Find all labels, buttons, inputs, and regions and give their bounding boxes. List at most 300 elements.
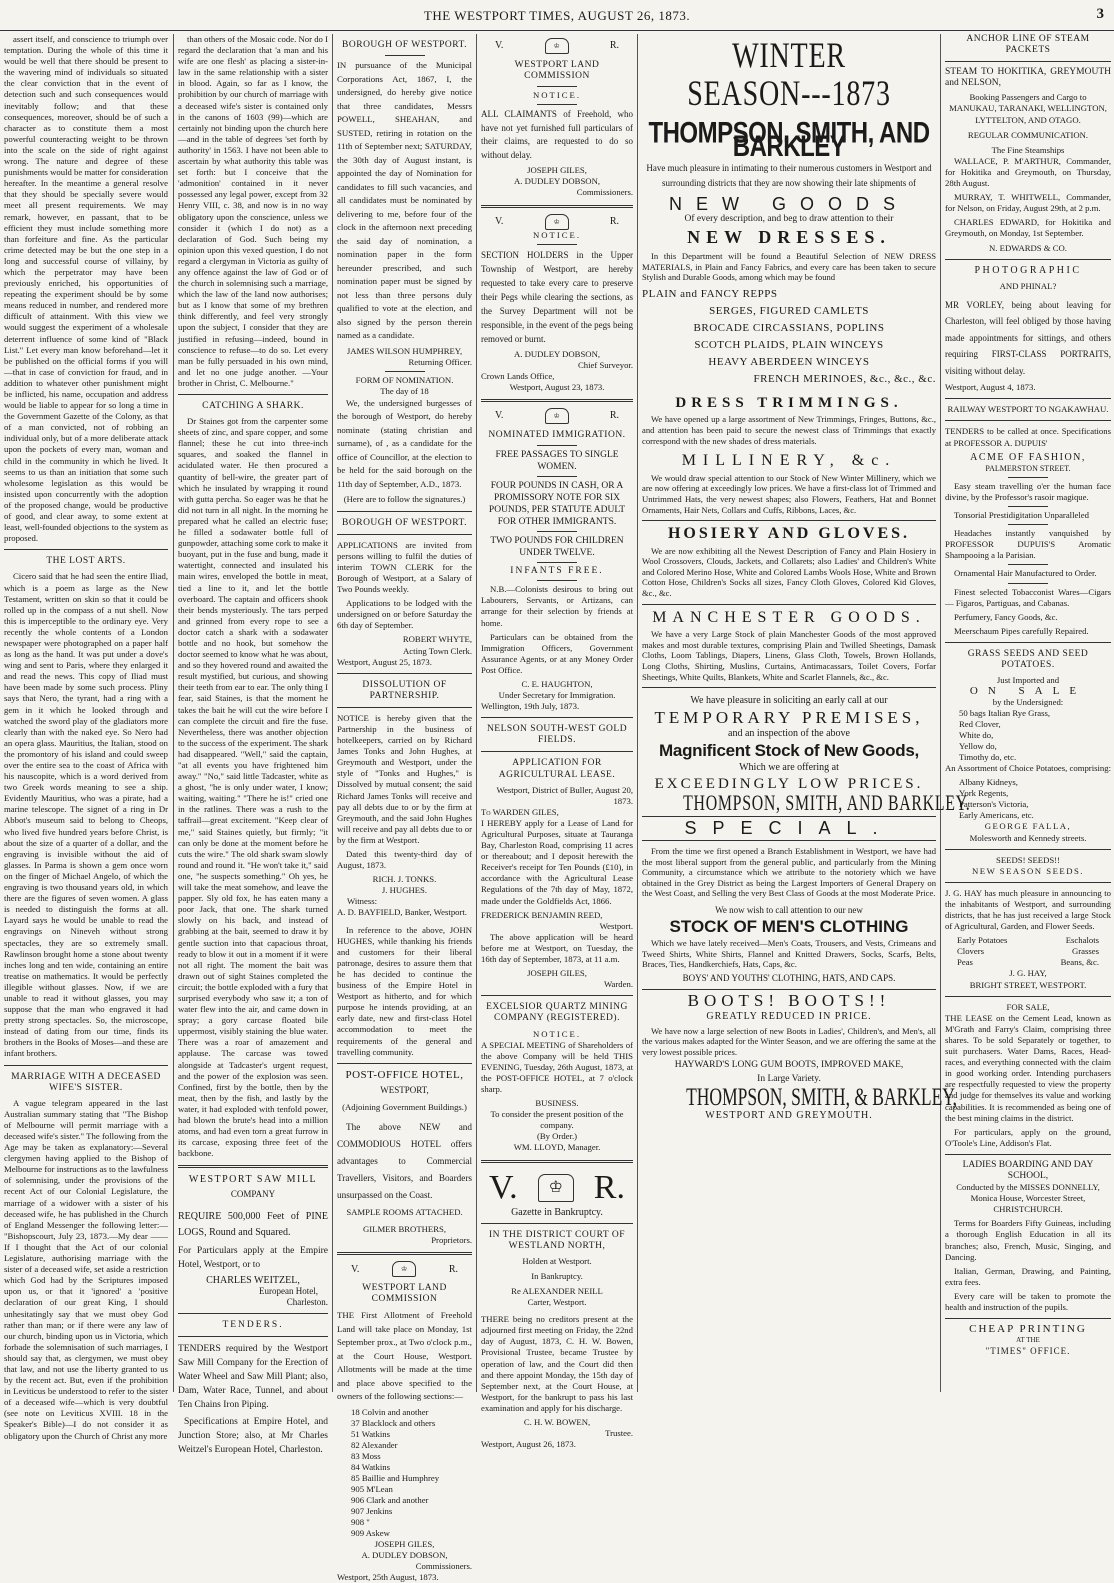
divider <box>642 816 936 817</box>
care-text: Every care will be taken to promote the health and instruction of the pupils. <box>945 1290 1111 1312</box>
italian-text: Italian, German, Drawing, and Painting, extra fees. <box>945 1265 1111 1287</box>
court-heading: IN THE DISTRICT COURT OF WESTLAND NORTH, <box>489 1229 625 1251</box>
section-entry: 906 Clark and another <box>351 1494 429 1505</box>
marriage-text: A vague telegram appeared in the last Australian summary stating that "The Bishop of Melbourne will permit marriage with a deceased wife's sister." The following from the Age may be taken as explanatory:—Several clergymen having applied to the Bishop of Melbourne for instructions as to the lawfulness of solemnising, under the provisions of the recent Act of our Colonial Legislature, the marriage of a widower with a sister of his deceased wife, he has published in the Church of England Messenger the following letter:— "Bishopscourt, July 23, 1873.—My dear ——If I thought that the Act of our colonial Legislature, authorising marriage with the sister of a deceased wife, set aside a restriction which God had by the Scriptures imposed upon us, or that it 'ignored' a 'positive declaration of our great King, I should unhesitatingly say that we must obey God rather than man; or if there were any law of our church, binding upon us in Victoria, which forbade the solemnisation of such marriages, I should say that, as clergymen, we must obey that law, and not use the liberty granted to us by the recent act. But, even if the prohibition in Leviticus be understood to refer to the sister of a deceased wife—which is very doubtful (see note on Leviticus XVIII. 18 in the Speaker's Bible)—I do not consider it as obligatory upon the Church of Christ any more <box>4 1097 168 1441</box>
new-season-seeds: NEW SEASON SEEDS. <box>972 865 1084 876</box>
boys-clothing: BOYS' AND YOUTHS' CLOTHING, HATS, AND CAPS. <box>682 972 896 983</box>
gilmer-role: Proprietors. <box>431 1235 472 1246</box>
form-note: (Here are to follow the signatures.) <box>343 494 466 505</box>
borough2-sign: ROBERT WHYTE, <box>402 634 472 645</box>
magnificent-stock: Magnificent Stock of New Goods, <box>659 741 919 760</box>
divider <box>1008 564 1048 565</box>
dress-material-line: PLAIN and FANCY REPPS <box>642 287 778 300</box>
dissolution-date: Dated this twenty-third day of August, 1873. <box>337 849 472 871</box>
land-date: Westport, 25th August, 1873. <box>337 1572 439 1583</box>
lease-text-2: For particulars, apply on the ground, O'Toole's Line, Addison's Flat. <box>945 1126 1111 1148</box>
saw-mill-text: REQUIRE 500,000 Feet of PINE LOGS, Round and Squared. <box>178 1210 328 1238</box>
witness-name: A. D. BAYFIELD, Banker, Westport. <box>337 907 467 918</box>
divider <box>642 520 936 521</box>
borough2-date: Westport, August 25, 1873. <box>337 656 432 667</box>
george-falla: GEORGE FALLA, <box>984 821 1072 832</box>
tenders-heading: TENDERS. <box>222 1319 284 1330</box>
section-entry: 18 Colvin and another <box>351 1406 429 1417</box>
post-office-place: WESTPORT, <box>380 1084 429 1095</box>
section-holders-text: SECTION HOLDERS in the Upper Township of Westport, are hereby requested to take every care to preserve their Pegs while clearing the sections, as the Survey Department will not be responsible, in the event of the pegs being removed or burnt. <box>481 249 633 344</box>
imm-sign: C. E. HAUGHTON, <box>521 678 593 689</box>
saw-mill-place2: Charleston. <box>286 1296 328 1307</box>
gilmer-sign: GILMER BROTHERS, <box>362 1224 447 1235</box>
cheap-printing: CHEAP PRINTING <box>969 1323 1087 1336</box>
app-warden-role: Warden. <box>604 979 633 990</box>
v-letter: V. <box>351 1263 360 1275</box>
divider <box>537 104 577 105</box>
column-rule <box>173 34 174 1392</box>
dissolution-sign-1: RICH. J. TONKS. <box>372 874 437 885</box>
vr-crest-line <box>481 38 633 54</box>
hughes-notice: In reference to the above, JOHN HUGHES, while thanking his friends and customers for their liberal patronage, desires to assure them that he has decided to continue the business of the Empire Hotel in Westport as hitherto, and for which purpose he intends providing, at an early date, new and first-class Hotel accommodation to meet the requirements of the general and travelling community. <box>337 924 472 1057</box>
v-letter: V. <box>495 410 504 422</box>
divider <box>537 476 577 477</box>
dissolution-sign-2: J. HUGHES. <box>381 885 428 896</box>
shark-heading: CATCHING A SHARK. <box>202 401 304 411</box>
potato-entry: York Regents, <box>959 788 1009 799</box>
steam-heading: STEAM TO HOKITIKA, GREYMOUTH and NELSON, <box>945 67 1111 89</box>
column-1 <box>4 34 168 1441</box>
new-goods-heading: NEW GOODS <box>668 194 909 215</box>
divider <box>4 1065 168 1066</box>
westport-greymouth: WESTPORT AND GREYMOUTH. <box>705 1110 873 1122</box>
grass-seeds-heading: GRASS SEEDS AND SEED POTATOES. <box>967 648 1089 670</box>
section-entry: 905 M'Lean <box>351 1483 393 1494</box>
saw-mill-apply: For Particulars apply at the Empire Hotel, Westport, or to <box>178 1245 328 1270</box>
wish-text: We now wish to call attention to our new <box>715 904 863 915</box>
tsb-title: THOMPSON, SMITH, AND BARKLEY <box>648 116 930 164</box>
every-description: Of every description, and beg to draw attention to their <box>684 213 894 224</box>
column-4 <box>481 34 633 1450</box>
seed-entry: Red Clover, <box>959 719 1001 730</box>
column-6 <box>945 34 1111 1394</box>
inspection-text: and an inspection of the above <box>728 728 850 740</box>
phinal-heading: AND PHINAL? <box>999 280 1057 291</box>
for-sale: FOR SALE, <box>1006 1001 1050 1012</box>
seeds-exclaim: SEEDS! SEEDS!! <box>996 854 1060 865</box>
court-sign: C. H. W. BOWEN, <box>523 1417 591 1428</box>
court-carter: Carter, Westport. <box>527 1297 587 1308</box>
murray-text: MURRAY, T. WHITWELL, Commander, for Nelson, on Friday, August 29th, at 2 p.m. <box>945 192 1111 214</box>
free-passages: FREE PASSAGES TO SINGLE WOMEN. <box>495 450 619 473</box>
marriage-heading: MARRIAGE WITH A DECEASED WIFE'S SISTER. <box>11 1071 161 1093</box>
edwards-sign: N. EDWARDS & CO. <box>989 242 1067 253</box>
sec-role: Chief Surveyor. <box>577 359 633 370</box>
borough2-text: APPLICATIONS are invited from persons willing to fulfil the duties of interim TOWN CLERK for the Borough of Westport, at a Salary of Two Pounds weekly. <box>337 539 472 595</box>
wlc-sign-2: A. DUDLEY DOBSON, <box>513 176 601 187</box>
editorial-text: assert itself, and conscience to triumph over temptation. During the whole of this time it would be well that there should be present to the wavering mind of individuals so situated the clear conviction that in the event of detection such and such consequences would inevitably follow; and that these consequences, moreover, should be of such a character as to constitute them a most powerful counteracting weight to be thrown into the scale on the side of right against wrong. The nature and degree of these punishments would be matter for consideration hereafter. In the meantime a general resolve that they should be specially severe would meet all present requirements. We may remark, however, en passant, that to be efficient they must include something more than forfeiture and fine. As the particular crime detected may be but the one step in a long and successful course of villainy, by which the perpetrator may have been previously enriched, his opportunities of repeating the experiment should be by some means reduced in number, and rendered more difficult of attainment. With this view we would suggest the experiment of a wholesale deterrent influence of some kind of "Black List." Let every man know beforehand—let it be published on the official forms if you will—that in case of conviction for fraud, and in addition to whatever other punishment might be inflicted, his name, occupation and address would be liable to appear for so long a time in the Government Gazette of the Colony, as that of a man convicted, not of robbing an individual only, but of a more deliberate attack upon the pockets of every man, woman and child in the community in which he lived. It seems to us than an initiation that some such wholesome legislation as this would be insisted upon concurrently with the adoption of the proposed change, would be productive of good, and clear away, to some extent at least, well-founded objections to the system as proposed. <box>4 34 168 544</box>
dress-material-line: SCOTCH PLAIDS, PLAIN WINCEYS <box>694 338 884 351</box>
app-heading: APPLICATION FOR AGRICULTURAL LEASE. <box>498 758 616 780</box>
dress-material-line: SERGES, FIGURED CAMLETS <box>709 304 869 317</box>
divider <box>642 989 936 990</box>
potato-list <box>959 777 1111 821</box>
divider <box>945 420 1111 421</box>
crown-icon: ♔ <box>545 408 569 424</box>
marriage-text-cont: than others of the Mosaic code. Nor do I regard the declaration that 'a man and his wife are one flesh' as placing a sister-in-law in the same relationship with a sister in blood. Again, so far as I know, the prohibition by our church of marriage with a deceased wife's sister is contained only in the canons of 1603 (99)—which are certainly not binding upon the church here—and in the table of degrees 'set forth by authority' in 1563. I have not been able to ascertain by what authority this table was set forth: but I conceive that the 'admonition' contained in it never possessed any legal power, except from 32 Henry VIII, c. 38, and now is in no way obligatory upon the conscience, unless we consider it (which I do not) as a declaration of God. Such being my opinion upon this vexed question, I do not regard a clergyman in Victoria as guilty of any offence against the law of God or of the church in solemnising such a marriage, which the law of the land now authorises; but as I know that some of my brethren think differently, and feel very strongly upon the subject, I consider that they are justified in refusing—indeed, bound in conscience to refuse—to do so. Let every man be fully persuaded in his own mind, and let no one judge another. —Your brother in Christ, C. Melbourne." <box>178 34 328 388</box>
form-day: The day of 18 <box>380 385 429 396</box>
divider <box>481 399 633 402</box>
court-role: Trustee. <box>605 1428 633 1439</box>
low-prices: EXCEEDINGLY LOW PRICES. <box>654 776 924 793</box>
court-bankruptcy: In Bankruptcy. <box>531 1270 583 1281</box>
two-pounds: TWO POUNDS FOR CHILDREN UNDER TWELVE. <box>490 536 624 559</box>
vr-crest-line <box>337 1261 472 1277</box>
masthead-title: THE WESTPORT TIMES, AUGUST 26, 1873. <box>423 8 691 23</box>
crown-icon: ♔ <box>545 38 569 54</box>
just-imported: Just Imported and <box>996 675 1060 686</box>
divider <box>1008 506 1048 507</box>
divider <box>385 371 425 372</box>
divider <box>945 996 1111 997</box>
seed-entry: White do, <box>959 730 994 741</box>
veg-cell: Clovers <box>957 946 985 957</box>
page-number: 3 <box>1096 6 1104 22</box>
divider <box>642 604 936 605</box>
divider <box>4 549 168 550</box>
headaches-text: Headaches instantly vanquished by PROFESSOR DUPUIS'S Aromatic Shampooing a la Parisian. <box>945 528 1111 561</box>
manchester-heading: MANCHESTER GOODS. <box>652 608 926 626</box>
regular-comm: REGULAR COMMUNICATION. <box>967 129 1089 140</box>
section-entry: 82 Alexander <box>351 1439 398 1450</box>
borough-heading: BOROUGH OF WESTPORT. <box>342 40 467 50</box>
hay-sign: J. G. HAY, <box>1009 968 1047 979</box>
palmerston-street: PALMERSTON STREET. <box>985 463 1071 473</box>
assortment-text: An Assortment of Choice Potatoes, comprising: <box>945 763 1112 774</box>
divider <box>537 531 577 532</box>
court-date: Westport, August 26, 1873. <box>481 1439 576 1450</box>
photographic-heading: PHOTOGRAPHIC <box>974 264 1082 276</box>
variety-text: In Large Variety. <box>757 1074 821 1085</box>
pleasure-text: We have pleasure in soliciting an early call at our <box>690 695 888 707</box>
times-office: "TIMES" OFFICE. <box>985 1346 1071 1357</box>
booking-text: Booking Passengers and Cargo to MANUKAU, TARANAKI, WELLINGTON, LYTTELTON, AND OTAGO. <box>949 92 1107 125</box>
v-letter: V. <box>495 40 504 52</box>
charles-edward-text: CHARLES EDWARD, for Hokitika and Greymouth, on Monday, 1st September. <box>945 217 1111 239</box>
column-2 <box>178 34 328 1455</box>
divider <box>537 562 577 563</box>
app-sign: FREDERICK BENJAMIN REED, <box>481 909 603 920</box>
court-text: THERE being no creditors present at the adjourned first meeting on Friday, the 22nd day of August, 1873, C. H. W. Bowen, Provisional Trustee, became Trustee by operation of law, and the Court did then and there appoint Monday, the 15th day of September next, at the Court House, at Westport, for the bankrupt to pass his last examination and apply for his discharge. <box>481 1314 633 1413</box>
column-rule <box>332 34 333 1392</box>
veg-row <box>945 957 1111 968</box>
land-commission-text: THE First Allotment of Freehold Land will take place on Monday, 1st September prox., at Two o'clock p.m., at the Court House, Westport. Allotments will be made at the time and place above specified to the owners of the following sections:— <box>337 1310 472 1402</box>
r-letter: R. <box>609 40 619 52</box>
boots-text: We have now a large selection of new Boots in Ladies', Children's, and Men's, all the various makes adapted for the Winter Season, and we are offering the same at the very lowest possible prices. <box>642 1025 936 1057</box>
dress-material-line: FRENCH MERINOES, &c., &c., &c. <box>753 372 936 385</box>
sec-place: Crown Lands Office, <box>481 370 555 381</box>
millinery-text: We would draw special attention to our Stock of New Winter Millinery, which we are now offering at exceedingly low prices. We have a first-class lot of Trimmed and Untrimmed Hats, the very newest shapes; also Flowers, Feathers, Hat and Bonnet Ornaments, Hair Nets, Collars and Cuffs, Ribbons, Laces, &c. <box>642 472 936 515</box>
masthead <box>0 0 1114 31</box>
hosiery-heading: HOSIERY AND GLOVES. <box>667 525 911 543</box>
crown-icon: ♔ <box>545 214 569 230</box>
special-text: From the time we first opened a Branch Establishment in Westport, we have had the most liberal support from the general public, and particularly from the Mining Community, a circumstance which we attribute to the notoriety which we have obtained in the Grey District as being the Largest Importers of General Drapery on the West Coast, and Selling the very Best Class of Goods at the most Moderate Price. <box>642 845 936 899</box>
railway-heading: RAILWAY WESTPORT TO NGAKAWHAU. <box>947 404 1109 415</box>
acme-fashion: ACME OF FASHION, <box>970 451 1086 463</box>
dissolution-heading: DISSOLUTION OF PARTNERSHIP. <box>362 679 447 701</box>
app-hearing: The above application will be heard before me at Westport, on Tuesday, the 16th day of September, 1873, at 11 a.m. <box>481 931 633 965</box>
offering-text: Which we are offering at <box>739 761 839 773</box>
divider <box>481 205 633 208</box>
anchor-line-heading: ANCHOR LINE OF STEAM PACKETS <box>966 34 1090 56</box>
form-heading: FORM OF NOMINATION. <box>355 374 454 385</box>
wlc-role: Commissioners. <box>576 187 633 198</box>
wlc-text: ALL CLAIMANTS of Freehold, who have not yet furnished full particulars of their claims, are requested to do so without delay. <box>481 109 633 160</box>
section-entry: 84 Watkins <box>351 1461 390 1472</box>
tsb-title-3: THOMPSON, SMITH, & BARKLEY, <box>686 1083 958 1111</box>
wlc-heading: WESTPORT LAND COMMISSION <box>514 60 600 82</box>
divider <box>481 717 633 718</box>
dress-materials-list <box>642 286 936 388</box>
lost-arts-heading: THE LOST ARTS. <box>46 556 126 567</box>
post-office-text: The above NEW and COMMODIOUS HOTEL offers advantages to Commercial Travellers, Visitors, and Boarders unsurpassed on the Coast. <box>337 1121 472 1200</box>
divider <box>642 840 936 841</box>
excelsior-notice: NOTICE. <box>532 1028 582 1039</box>
mens-clothing: STOCK OF MEN'S CLOTHING <box>669 916 909 936</box>
court-re: Re ALEXANDER NEILL <box>511 1286 603 1296</box>
divider <box>178 394 328 395</box>
divider <box>1008 477 1048 478</box>
r-letter-big: R. <box>593 1168 625 1206</box>
divider <box>945 398 1111 399</box>
divider <box>337 707 472 708</box>
saw-mill-sub: COMPANY <box>230 1189 276 1200</box>
column-rule <box>637 34 638 1392</box>
form-text: We, the undersigned burgesses of the borough of Westport, do hereby nominate (stating christian and surname), of , as a candidate for the office of Councillor, at the election to be held for the said borough on the 11th day of September, A.D., 1873. <box>337 397 472 489</box>
imm-date: Wellington, 19th July, 1873. <box>481 701 580 712</box>
special-heading: SPECIAL. <box>684 818 894 839</box>
post-office-adjoining: (Adjoining Government Buildings.) <box>342 1101 467 1112</box>
divider <box>178 1313 328 1314</box>
app-date: Westport, District of Buller, August 20, 1873. <box>496 784 633 806</box>
ladies-school: LADIES BOARDING AND DAY SCHOOL, <box>962 1159 1094 1181</box>
lost-arts-text: Cicero said that he had seen the entire Iliad, which is a poem as large as the New Testament, written on skin so that it could be rolled up in the compass of a nut shell. Now this is imperceptible to the ordinary eye. Very recently the whole contents of a London newspaper were photographed on a paper half as long as the hand. It was put under a dove's wing and sent to Paris, where they enlarged it and read the news. This copy of Iliad must have been made by some such process. Pliny says that Nero, the tyrant, had a ring with a gem in it which he looked through and watched the sword play of the gladiators more clearly than with the naked eye. So Nero had an opera glass. Mauritius, the Italian, stood on the promontory of his island and could sweep over the entire sea to the coast of Africa with his nauscopite, which is a word derived from two Greek words meaning to see a ship. Evidently Mauritius, who was a pirate, had a marine telescope. The signet of a ring in Dr Abbot's museum said to belong to Cheops, who lived five hundred years before Christ, is about the size of a quarter of a dollar, and the engraving is invisible without the aid of glasses. In Parma is shown a gem once worn on the finger of Michael Angelo, of which the engraving is two thousand years old, in which there are the figures of seven women. A glass is needed to distinguish the forms at all. Layard says he would be unable to read the engravings on Nineveh without strong spectacles, they are so extremely small. Rawlinson brought home a stone about twenty inches long and ten wide, containing an entire treatise on mathematics. It would be perfectly illegible without glasses. Now, if we are unable to read it without glasses, you may suppose that the man who engraved it had pretty strong spectacles. So, the microscope, instead of dating from our time, finds its brothers in the Books of Moses—and these are infant brothers. <box>4 571 168 1059</box>
witness-label: Witness: <box>347 896 378 907</box>
veg-table <box>945 935 1111 968</box>
divider <box>178 1336 328 1337</box>
divider <box>481 1223 633 1224</box>
v-letter-big: V. <box>489 1168 518 1206</box>
notice-heading-2: NOTICE. <box>532 229 582 240</box>
vorley-text: MR VORLEY, being about leaving for Charleston, will feel obliged by those having made appointments for sittings, and others requiring FIRST-CLASS PORTRAITS, visiting without delay. <box>945 299 1111 376</box>
tonsorial-text: Tonsorial Prestidigitation Unparalleled <box>954 510 1089 521</box>
borough-notice: IN pursuance of the Municipal Corporations Act, 1867, I, the undersigned, do hereby give notice that three candidates, Messrs POWELL, SHEAHAN, and SUSTED, retiring in rotation on the 11th of September next; SATURDAY, the 30th day of August instant, is appointed the day of Nomination for candidates to fill such vacancies, and all candidates must be nominated by delivering to me, before four of the clock in the afternoon next preceding the said day of nomination, a nomination paper in the form hereunder prescribed, and such nomination paper must be signed by not less than three persons duly qualified to vote at the election, and also signed by the person therein named as a candidate. <box>337 60 472 341</box>
land-sign-1: JOSEPH GILES, <box>374 1538 435 1549</box>
section-entry: 85 Baillie and Humphrey <box>351 1472 440 1483</box>
ornamental-hair: Ornamental Hair Manufactured to Order. <box>954 568 1097 579</box>
imm-role: Under Secretary for Immigration. <box>498 690 616 701</box>
divider <box>1008 583 1048 584</box>
land-role: Commissioners. <box>415 1561 472 1572</box>
divider <box>481 751 633 752</box>
divider <box>481 1160 633 1163</box>
tenders-dupuis: TENDERS to be called at once. Specifications at PROFESSOR A. DUPUIS' <box>945 426 1111 448</box>
veg-cell: Grasses <box>1071 946 1099 957</box>
at-the: AT THE <box>1016 1336 1040 1345</box>
immigration-heading: NOMINATED IMMIGRATION. <box>488 430 626 441</box>
veg-row <box>945 935 1111 946</box>
shark-text: Dr Staines got from the carpenter some sheets of zinc, and spare copper, and some flannel; these he cut into three-inch squares, and soaked the flannel in acidulated water. He then procured a quantity of bell-wire, the greater part of which he insulated by wrapping it round with gutta percha. So eager was he that he did not turn in all night. In the morning he prepared what he called an electric fuse; he filled a sodawater bottle full of gunpowder, attaching some cork to make it buoyant, put in the fuse and bung, made it watertight, connected and insulated his main wires, enveloped the bottle in meat, tied a line to it, and let the bottle overboard. The captain and officers shook their bends mysteriously. The tars perped and grinned from every rope to see a doctor catch a shark with a sodawater bottle and no hook, but somehow the doctor seemed to know what he was about, and so they hovered round and awaited the result mystified, but curious, and showing their teeth from ear to ear. The only thing I fear, said Staines, is that the moment he takes the bait he will cut the wire before I can complete the circuit and fire the fuse. Nevertheless, there was another objection to the success of the experiment. The shark had disappeared. "Well," said the captain, "at all events you have frightened him away." "No," said little Tadcaster, white as a ghost, "he is only under water, I know; waiting, waiting." "There he is!" cried one in the ratlines. There was a rush to the taffrail—great excitement. "Keep clear of me," said Staines quietly, but firmly; "it can only be done at the moment before he cuts the wire." The old shark swam slowly round and round it. "He won't take it," said one, "he suspects something." Oh yes, he will take the meat somehow, and leave the papper. Sly old fox, he has eaten many a poor Jack, that one. The shark turned slowly on his back, and instead of grabbing at the bait, seemed to draw it by gentle suction into that capacious throat, ready to blow it out in a moment if it were not all right. The moment the bait was drawn out of sight Staines completed the circuit; the bottle exploded with a fury that surprised everybody who saw it; a ton of water flew into the air, and came down in spray; a gory carcase floated bile uppermost, visibly staining the blue water. There was a roar of amazement and applause. The carcase was towed alongside at Tadcaster's urgent request, and the power of the explosion was seen. Confined, first by the bottle, then by the meat, then by the fish, and lastly by the water, it had exploded with tenfold power, had blown the brute's head into a million atoms, and had even torn a great furrow in its carcase, exposing three feet of the backbone. <box>178 416 328 1159</box>
excelsior-business: BUSINESS. <box>535 1098 579 1109</box>
excelsior-text: A SPECIAL MEETING of Shareholders of the above Company will be held THIS EVENING, Tuesday, 26th August, 1873, at the POST-OFFICE HOTEL, at 7 o'clock sharp. <box>481 1039 633 1094</box>
tobacconist-text: Finest selected Tobacconist Wares—Cigars — Figaros, Partiguas, and Cabanas. <box>945 586 1111 608</box>
hay-text: J. G. HAY has much pleasure in announcing to the inhabitants of Westport, and surrounding districts, that he has just received a large Stock of Agricultural, Garden, and Flower Seeds. <box>945 887 1111 932</box>
r-letter: R. <box>609 410 619 422</box>
excelsior-business-2: To consider the present position of the company. <box>490 1109 624 1131</box>
divider <box>178 1165 328 1168</box>
divider <box>337 511 472 512</box>
veg-cell: Beans, &c. <box>1060 957 1099 968</box>
post-office-heading: POST-OFFICE HOTEL, <box>345 1068 464 1081</box>
r-letter: R. <box>448 1263 458 1275</box>
veg-row <box>945 946 1111 957</box>
falla-address: Molesworth and Kennedy streets. <box>969 832 1087 843</box>
v-letter: V. <box>495 216 504 228</box>
nelson-heading: NELSON SOUTH-WEST GOLD FIELDS. <box>486 724 628 746</box>
borough-signature: JAMES WILSON HUMPHREY, <box>346 345 463 356</box>
borough2-heading: BOROUGH OF WESTPORT. <box>342 517 467 528</box>
crown-icon: ♔ <box>538 1174 574 1202</box>
divider <box>537 445 577 446</box>
notice-heading: NOTICE. <box>532 90 582 101</box>
millinery-heading: MILLINERY, &c. <box>681 452 897 470</box>
sec-sign: A. DUDLEY DOBSON, <box>513 348 601 359</box>
column-rule <box>940 34 941 1392</box>
divider <box>385 55 425 56</box>
divider <box>537 86 577 87</box>
divider <box>945 882 1111 883</box>
divider <box>945 642 1111 643</box>
veg-cell: Peas <box>957 957 973 968</box>
divider <box>481 995 633 996</box>
app-to: To WARDEN GILES, <box>481 806 559 817</box>
seed-entry: 50 bags Italian Rye Grass, <box>959 708 1051 719</box>
terms-text: Terms for Boarders Fifty Guineas, including a thorough English Education in all its branches; also, French, Music, Singing, and Dancing. <box>945 1218 1111 1262</box>
gazette-heading: Gazette in Bankruptcy. <box>511 1206 603 1218</box>
section-entry: 909 Askew <box>351 1527 390 1538</box>
borough2-role: Acting Town Clerk. <box>403 645 472 656</box>
saw-mill-heading: WESTPORT SAW MILL <box>188 1174 318 1186</box>
divider <box>642 687 936 688</box>
meerschaum-text: Meerschaum Pipes carefully Repaired. <box>954 625 1089 636</box>
mens-text: Which we have lately received—Men's Coats, Trousers, and Vests, Crimeans and Tweed Shirts, White Shirts, Flannel and Knitted Drawers, Socks, Scarfs, Belts, Braces, Ties, Handkerchiefs, Hats, Caps, &c. <box>642 938 936 970</box>
seed-entry: Yellow do, <box>959 741 997 752</box>
crown-icon: ♔ <box>392 1261 416 1277</box>
divider <box>337 534 472 535</box>
hay-address: BRIGHT STREET, WESTPORT. <box>969 979 1087 990</box>
lease-text: THE LEASE on the Cement Lead, known as M'Grath and Farry's Claim, comprising three shares. To be sold Separately or together, to suit purchasers. Water Dams, Races, Head-races, and everything connected with the claim in good working order. Intending purchasers are respectfully requested to view the property and judge for themselves its value and working capabilities. It is recommended as being one of the best mining claims in the district. <box>945 1012 1111 1123</box>
excelsior-sign: WM. LLOYD, Manager. <box>513 1142 601 1153</box>
tenders-text: TENDERS required by the Westport Saw Mill Company for the Erection of Water Wheel and Saw Mill Plant; also, Dam, Water Race, Tunnel, and about Ten Chains Iron Piping. <box>178 1343 328 1410</box>
sample-rooms: SAMPLE ROOMS ATTACHED. <box>346 1206 463 1217</box>
borough-role: Returning Officer. <box>408 356 472 367</box>
app-place: Westport. <box>599 920 633 931</box>
potato-entry: Albany Kidneys, <box>959 777 1018 788</box>
sec-date: Westport, August 23, 1873. <box>509 381 605 392</box>
by-undersigned: by the Undersigned: <box>992 697 1064 708</box>
immigration-nb: N.B.—Colonists desirous to bring out Labourers, Servants, or Artizans, can arrange for their selection by friends at home. <box>481 584 633 628</box>
saw-mill-place: European Hotel, <box>259 1285 318 1296</box>
on-sale: ON SALE <box>969 685 1087 698</box>
dress-material-line: BROCADE CIRCASSIANS, POPLINS <box>693 321 885 334</box>
divider <box>945 61 1111 62</box>
land-commission-heading: WESTPORT LAND COMMISSION <box>362 1283 447 1305</box>
section-entry: 83 Moss <box>351 1450 381 1461</box>
manchester-text: We have a very Large Stock of plain Manchester Goods of the most approved makes and most durable textures, comprising Plain and Twilled Sheetings, Damask Cloths, Loom Tablings, Diapers, Linens, Glass Cloth, Towels, Brown Hollands, Long Cloths, Shirting, Muslins, Curtains, Antimacassars, Toilet Covers, Forfar Sheetings, White Quilts, Blankets, White and Scarlet Flannels, &c., &c. <box>642 629 936 682</box>
immigration-particulars: Particulars can be obtained from the Immigration Officers, Government Assurance Agents, or at any Money Order Post Office. <box>481 631 633 675</box>
veg-cell: Early Potatoes <box>957 935 1008 946</box>
potato-entry: Patterson's Victoria, <box>959 799 1029 810</box>
divider <box>337 673 472 674</box>
app-text: I HEREBY apply for a Lease of Land for Agricultural Purposes, situate at Tauranga Bay, Charleston Road, comprising 11 acres or thereabout; and I deposit herewith the Receiver's receipt for Ten Pounds (£10), in accordance with the Agricultural Lease Regulations of the 7th day of May, 1872, made under the Goldfields Act, 1866. <box>481 817 633 906</box>
vr-big-crest <box>481 1169 633 1207</box>
perfumery-text: Perfumery, Fancy Goods, &c. <box>954 611 1058 622</box>
easy-steam: Easy steam travelling o'er the human face divine, by the Professor's rasoir magique. <box>945 480 1111 502</box>
divider <box>537 580 577 581</box>
new-dresses-heading: NEW DRESSES. <box>687 227 891 248</box>
four-pounds: FOUR POUNDS IN CASH, OR A PROMISSORY NOTE FOR SIX POUNDS, PER STATUTE ADULT FOR OTHER IMMIGRANTS. <box>488 481 626 528</box>
veg-cell: Eschalots <box>1065 935 1099 946</box>
wlc-sign-1: JOSEPH GILES, <box>527 165 587 176</box>
tsb-title-2: THOMPSON, SMITH, AND BARKLEY. <box>683 789 971 815</box>
hosiery-text: We are now exhibiting all the Newest Description of Fancy and Plain Hosiery in Wool Crossovers, Clouds, Jackets, and Collarets; also Ladies' and Children's White and Colored Merino Hose, White and Colored Lambs Wools Hose, White and Brown Cotton Hose, Children's Socks all sizes, Fancy Cloth Gloves, Colored Kid Gloves, &c., &c. <box>642 545 936 599</box>
excelsior-order: (By Order.) <box>536 1131 578 1142</box>
section-entry: 908 " <box>351 1516 370 1527</box>
intro-text: Have much pleasure in intimating to their numerous customers in Westport and surrounding districts that they are now showing their late shipments of <box>646 163 932 189</box>
temporary-premises: TEMPORARY PREMISES, <box>654 707 924 727</box>
potato-entry: Early Americans, etc. <box>959 810 1034 821</box>
r-letter: R. <box>609 216 619 228</box>
divider <box>945 259 1111 260</box>
divider <box>337 1252 472 1255</box>
vr-crest-line <box>481 214 633 230</box>
hayward-boots: HAYWARD'S LONG GUM BOOTS, IMPROVED MAKE, <box>674 1060 904 1071</box>
dress-material-line: HEAVY ABERDEEN WINCEYS <box>708 355 870 368</box>
divider <box>945 1318 1111 1319</box>
trimmings-text: We have opened up a large assortment of New Trimmings, Fringes, Buttons, &c., and attention has been paid to secure the newest class of Trimmings that exactly correspond with the new shades of dress materials. <box>642 414 936 446</box>
section-entry: 37 Blacklock and others <box>351 1417 436 1428</box>
seed-list <box>959 708 1111 763</box>
divider <box>945 849 1111 850</box>
app-warden: JOSEPH GILES, <box>527 968 587 979</box>
winter-season-title: WINTER SEASON---1873 <box>687 35 891 113</box>
column-rule <box>476 34 477 1392</box>
greatly-reduced: GREATLY REDUCED IN PRICE. <box>706 1011 872 1023</box>
fine-steamships: The Fine Steamships <box>991 144 1065 155</box>
divider <box>1008 524 1048 525</box>
divider <box>945 1154 1111 1155</box>
section-entry: 51 Watkins <box>351 1428 390 1439</box>
dissolution-text: NOTICE is hereby given that the Partnership in the business of hotelkeepers, carried on by Richard James Tonks and John Hughes, at Greymouth and Westport, under the style of "Tonks and Hughes," is Dissolved by mutual consent; the said Richard James Tonks will receive and pay all debts due to or by the firm at Greymouth, and the said John Hughes will receive and pay all debts due to or by the firm at Westport. <box>337 712 472 845</box>
section-entry: 907 Jenkins <box>351 1505 393 1516</box>
boots-heading: BOOTS! BOOTS!! <box>687 990 891 1010</box>
tenders-text-2: Specifications at Empire Hotel, and Junction Store; also, at Mr Charles Weitzel's European Hotel, Charleston. <box>178 1416 328 1455</box>
divider <box>537 244 577 245</box>
divider <box>337 1063 472 1064</box>
court-held: Holden at Westport. <box>522 1255 592 1266</box>
infants-free: INFANTS FREE. <box>510 566 604 577</box>
vr-crest-line <box>481 408 633 424</box>
dresses-text: In this Department will be found a Beautiful Selection of NEW DRESS MATERIALS, in Plain and Fancy Fabrics, and every care has been taken to secure Stylish and Durable Goods, among which may be found <box>642 250 936 283</box>
borough2-text-b: Applications to be lodged with the undersigned on or before Saturday the 6th day of September. <box>337 598 472 631</box>
sections-list <box>351 1407 472 1539</box>
column-3 <box>337 34 472 1583</box>
